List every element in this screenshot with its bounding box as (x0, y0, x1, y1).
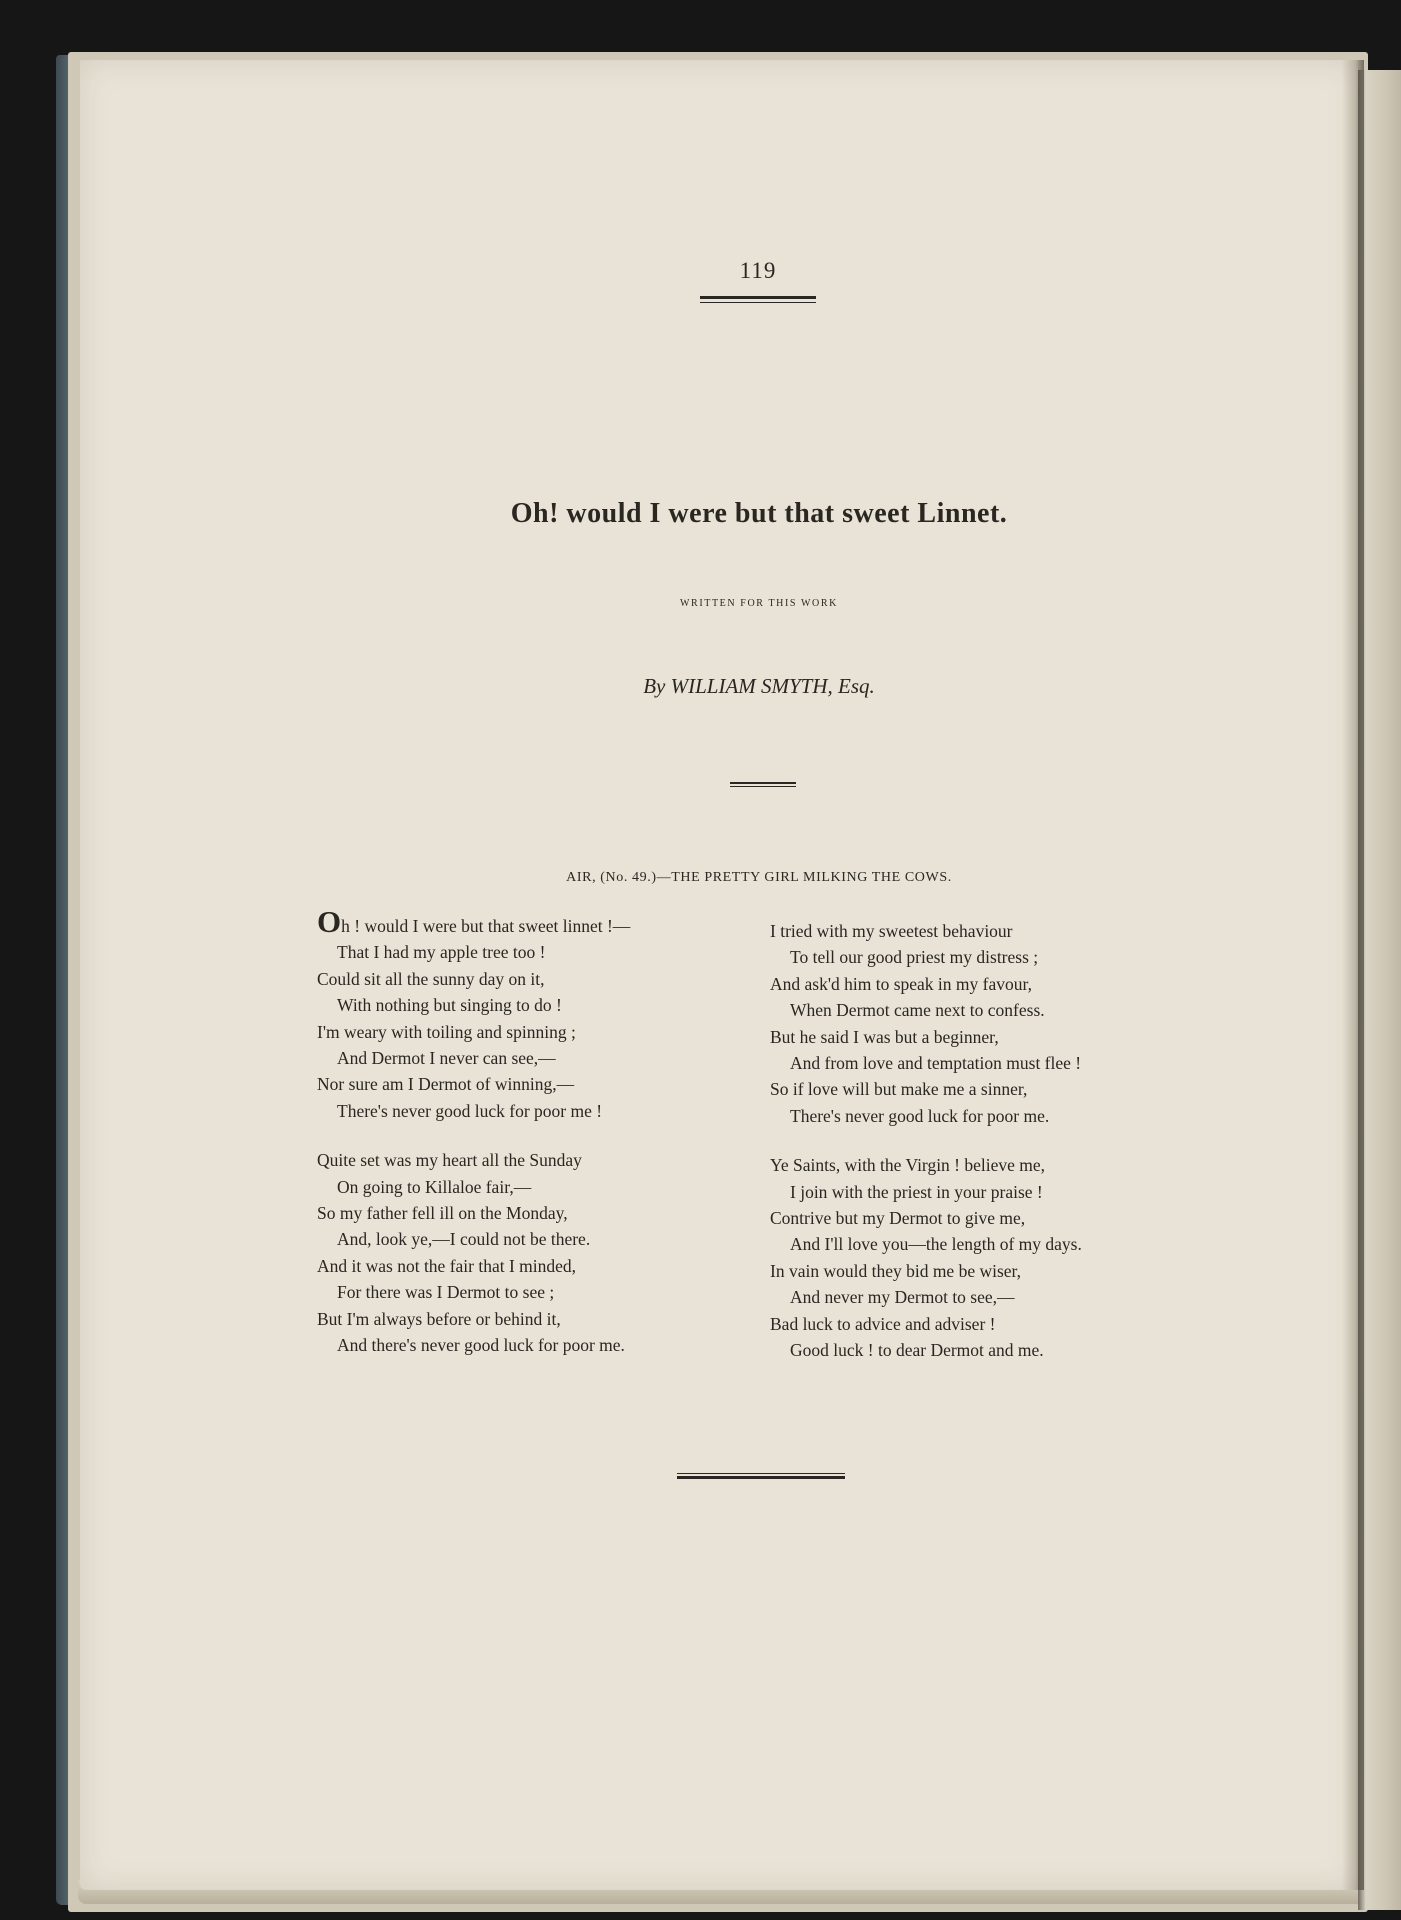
page-number-rule (700, 296, 816, 299)
verse-line: There's never good luck for poor me ! (337, 1100, 603, 1121)
section-divider (730, 782, 796, 784)
verse-line: I'm weary with toiling and spinning ; (317, 1021, 576, 1042)
verse-line: But I'm always before or behind it, (317, 1308, 561, 1329)
verse-line: And it was not the fair that I minded, (317, 1255, 577, 1276)
page-gutter-shadow (1342, 60, 1364, 1890)
verse-line: Good luck ! to dear Dermot and me. (790, 1340, 1044, 1361)
drop-cap: O (317, 904, 342, 939)
verse-line: In vain would they bid me be wiser, (770, 1260, 1022, 1281)
verse-line: And I'll love you—the length of my days. (790, 1234, 1082, 1255)
song-title: Oh! would I were but that sweet Linnet. (510, 498, 1008, 529)
verse-line: And, look ye,—I could not be there. (337, 1229, 591, 1250)
verse-line: And never my Dermot to see,— (790, 1287, 1015, 1308)
section-divider-thin (730, 786, 796, 787)
verse-line: When Dermot came next to confess. (790, 1000, 1045, 1021)
verse-line: And Dermot I never can see,— (337, 1048, 556, 1069)
verse-line: And ask'd him to speak in my favour, (770, 973, 1032, 994)
air-heading: AIR, (No. 49.)—THE PRETTY GIRL MILKING THE COWS. (566, 870, 952, 885)
verse-line: On going to Killaloe fair,— (337, 1176, 532, 1197)
verse-line: Contrive but my Dermot to give me, (770, 1208, 1026, 1229)
verse-line: To tell our good priest my distress ; (790, 947, 1039, 968)
verse-line: Nor sure am I Dermot of winning,— (317, 1074, 575, 1095)
verse-line: With nothing but singing to do ! (337, 995, 562, 1016)
song-subtitle: WRITTEN FOR THIS WORK (680, 598, 838, 609)
end-rule (677, 1476, 845, 1479)
verse-line: So my father fell ill on the Monday, (317, 1203, 568, 1224)
verse-line: For there was I Dermot to see ; (337, 1282, 555, 1303)
verse-line: And from love and temptation must flee ! (790, 1053, 1082, 1074)
verse-column-left (317, 904, 717, 1359)
facing-page-edge (1358, 70, 1401, 1910)
verse-line: I join with the priest in your praise ! (790, 1181, 1043, 1202)
verse-line-text: h ! would I were but that sweet linnet !— (341, 916, 631, 936)
verse-line: Quite set was my heart all the Sunday (317, 1150, 582, 1171)
verse-line: So if love will but make me a sinner, (770, 1079, 1028, 1100)
song-author: By WILLIAM SMYTH, Esq. (643, 674, 875, 698)
verse-line: Could sit all the sunny day on it, (317, 968, 545, 989)
verse-line: Ye Saints, with the Virgin ! believe me, (770, 1155, 1046, 1176)
stanza-break (770, 1129, 1170, 1152)
page-number-rule-thin (700, 302, 816, 303)
verse-line (317, 904, 717, 939)
verse-column-right (770, 918, 1170, 1364)
verse-line: Bad luck to advice and adviser ! (770, 1313, 996, 1334)
verse-line: But he said I was but a beginner, (770, 1026, 999, 1047)
verse-line: I tried with my sweetest behaviour (770, 921, 1013, 941)
verse-line: That I had my apple tree too ! (337, 942, 546, 963)
verse-line: There's never good luck for poor me. (790, 1105, 1050, 1126)
page-number: 119 (739, 258, 777, 283)
verse-line: And there's never good luck for poor me. (337, 1335, 625, 1356)
end-rule-thin (677, 1473, 845, 1474)
stanza-break (317, 1124, 717, 1147)
